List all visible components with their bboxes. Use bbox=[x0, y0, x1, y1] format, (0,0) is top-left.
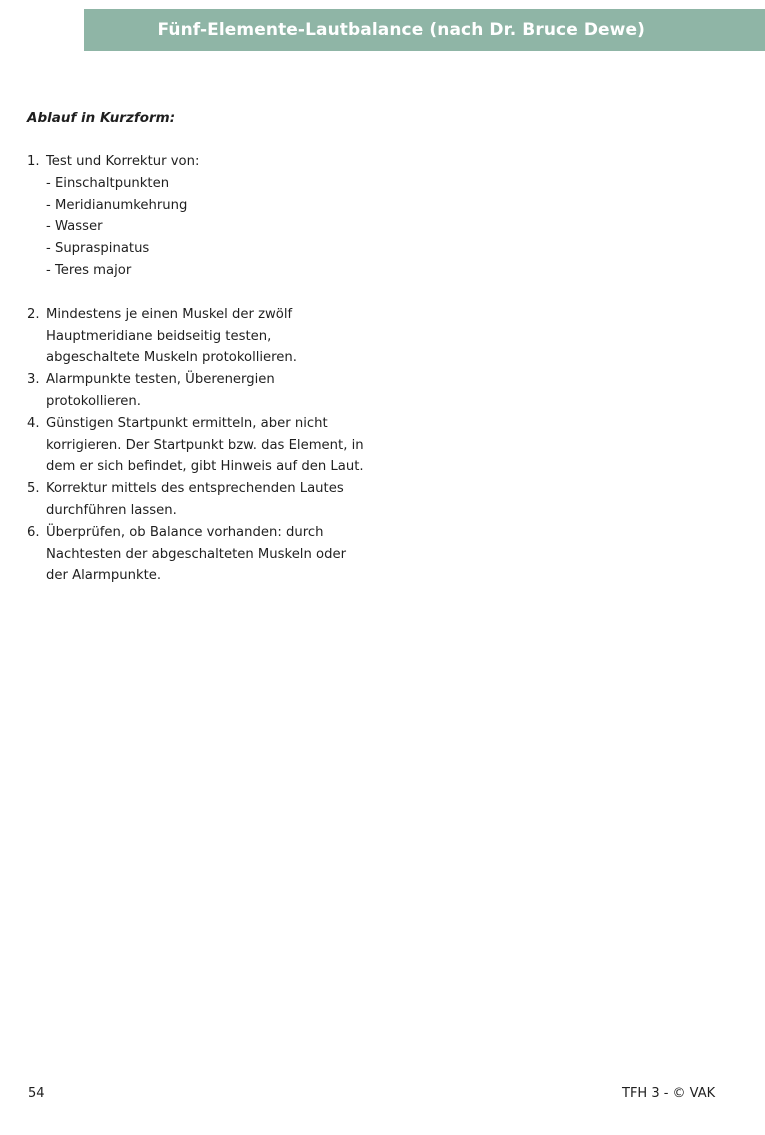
step-1 bbox=[27, 151, 367, 173]
sublist-item: - Supraspinatus bbox=[46, 241, 150, 257]
step-3 bbox=[27, 369, 367, 413]
section-title: Ablauf in Kurzform: bbox=[27, 110, 176, 126]
step-text: Überprüfen, ob Balance vorhanden: durch Nachtesten der abgeschalteten Muskeln oder der Alarmpunkte. bbox=[46, 524, 346, 584]
sublist-item: - Teres major bbox=[46, 262, 132, 278]
page-number: 54 bbox=[28, 1086, 45, 1101]
step-6 bbox=[27, 522, 367, 587]
sublist-item: - Einschaltpunkten bbox=[46, 175, 170, 191]
step-number: 5. bbox=[27, 481, 40, 497]
step-text: Günstigen Startpunkt ermitteln, aber nicht korrigieren. Der Startpunkt bzw. das Element, in dem er sich befindet, gibt Hinweis auf den Laut. bbox=[46, 415, 364, 475]
step-number: 6. bbox=[27, 524, 40, 540]
step-number: 4. bbox=[27, 415, 40, 431]
page-header-title: Fünf-Elemente-Lautbalance (nach Dr. Bruce Dewe) bbox=[157, 20, 645, 40]
step-2 bbox=[27, 304, 367, 369]
step-number: 3. bbox=[27, 372, 40, 388]
step-number: 2. bbox=[27, 306, 40, 322]
step-text: Test und Korrektur von: bbox=[46, 154, 200, 169]
step-1-sublist bbox=[27, 173, 367, 282]
sublist-item: - Wasser bbox=[46, 219, 103, 235]
step-text: Mindestens je einen Muskel der zwölf Hauptmeridiane beidseitig testen, abgeschaltete Muskeln protokollieren. bbox=[46, 306, 297, 366]
steps-list bbox=[27, 151, 367, 587]
step-4 bbox=[27, 413, 367, 478]
footer-reference: TFH 3 - © VAK bbox=[622, 1086, 716, 1101]
step-text: Korrektur mittels des entsprechenden Lautes durchführen lassen. bbox=[46, 481, 344, 518]
sublist-item: - Meridianumkehrung bbox=[46, 197, 188, 213]
header-bar bbox=[84, 9, 765, 51]
step-5 bbox=[27, 478, 367, 522]
step-text: Alarmpunkte testen, Überenergien protokollieren. bbox=[46, 372, 275, 409]
step-number: 1. bbox=[27, 154, 40, 169]
